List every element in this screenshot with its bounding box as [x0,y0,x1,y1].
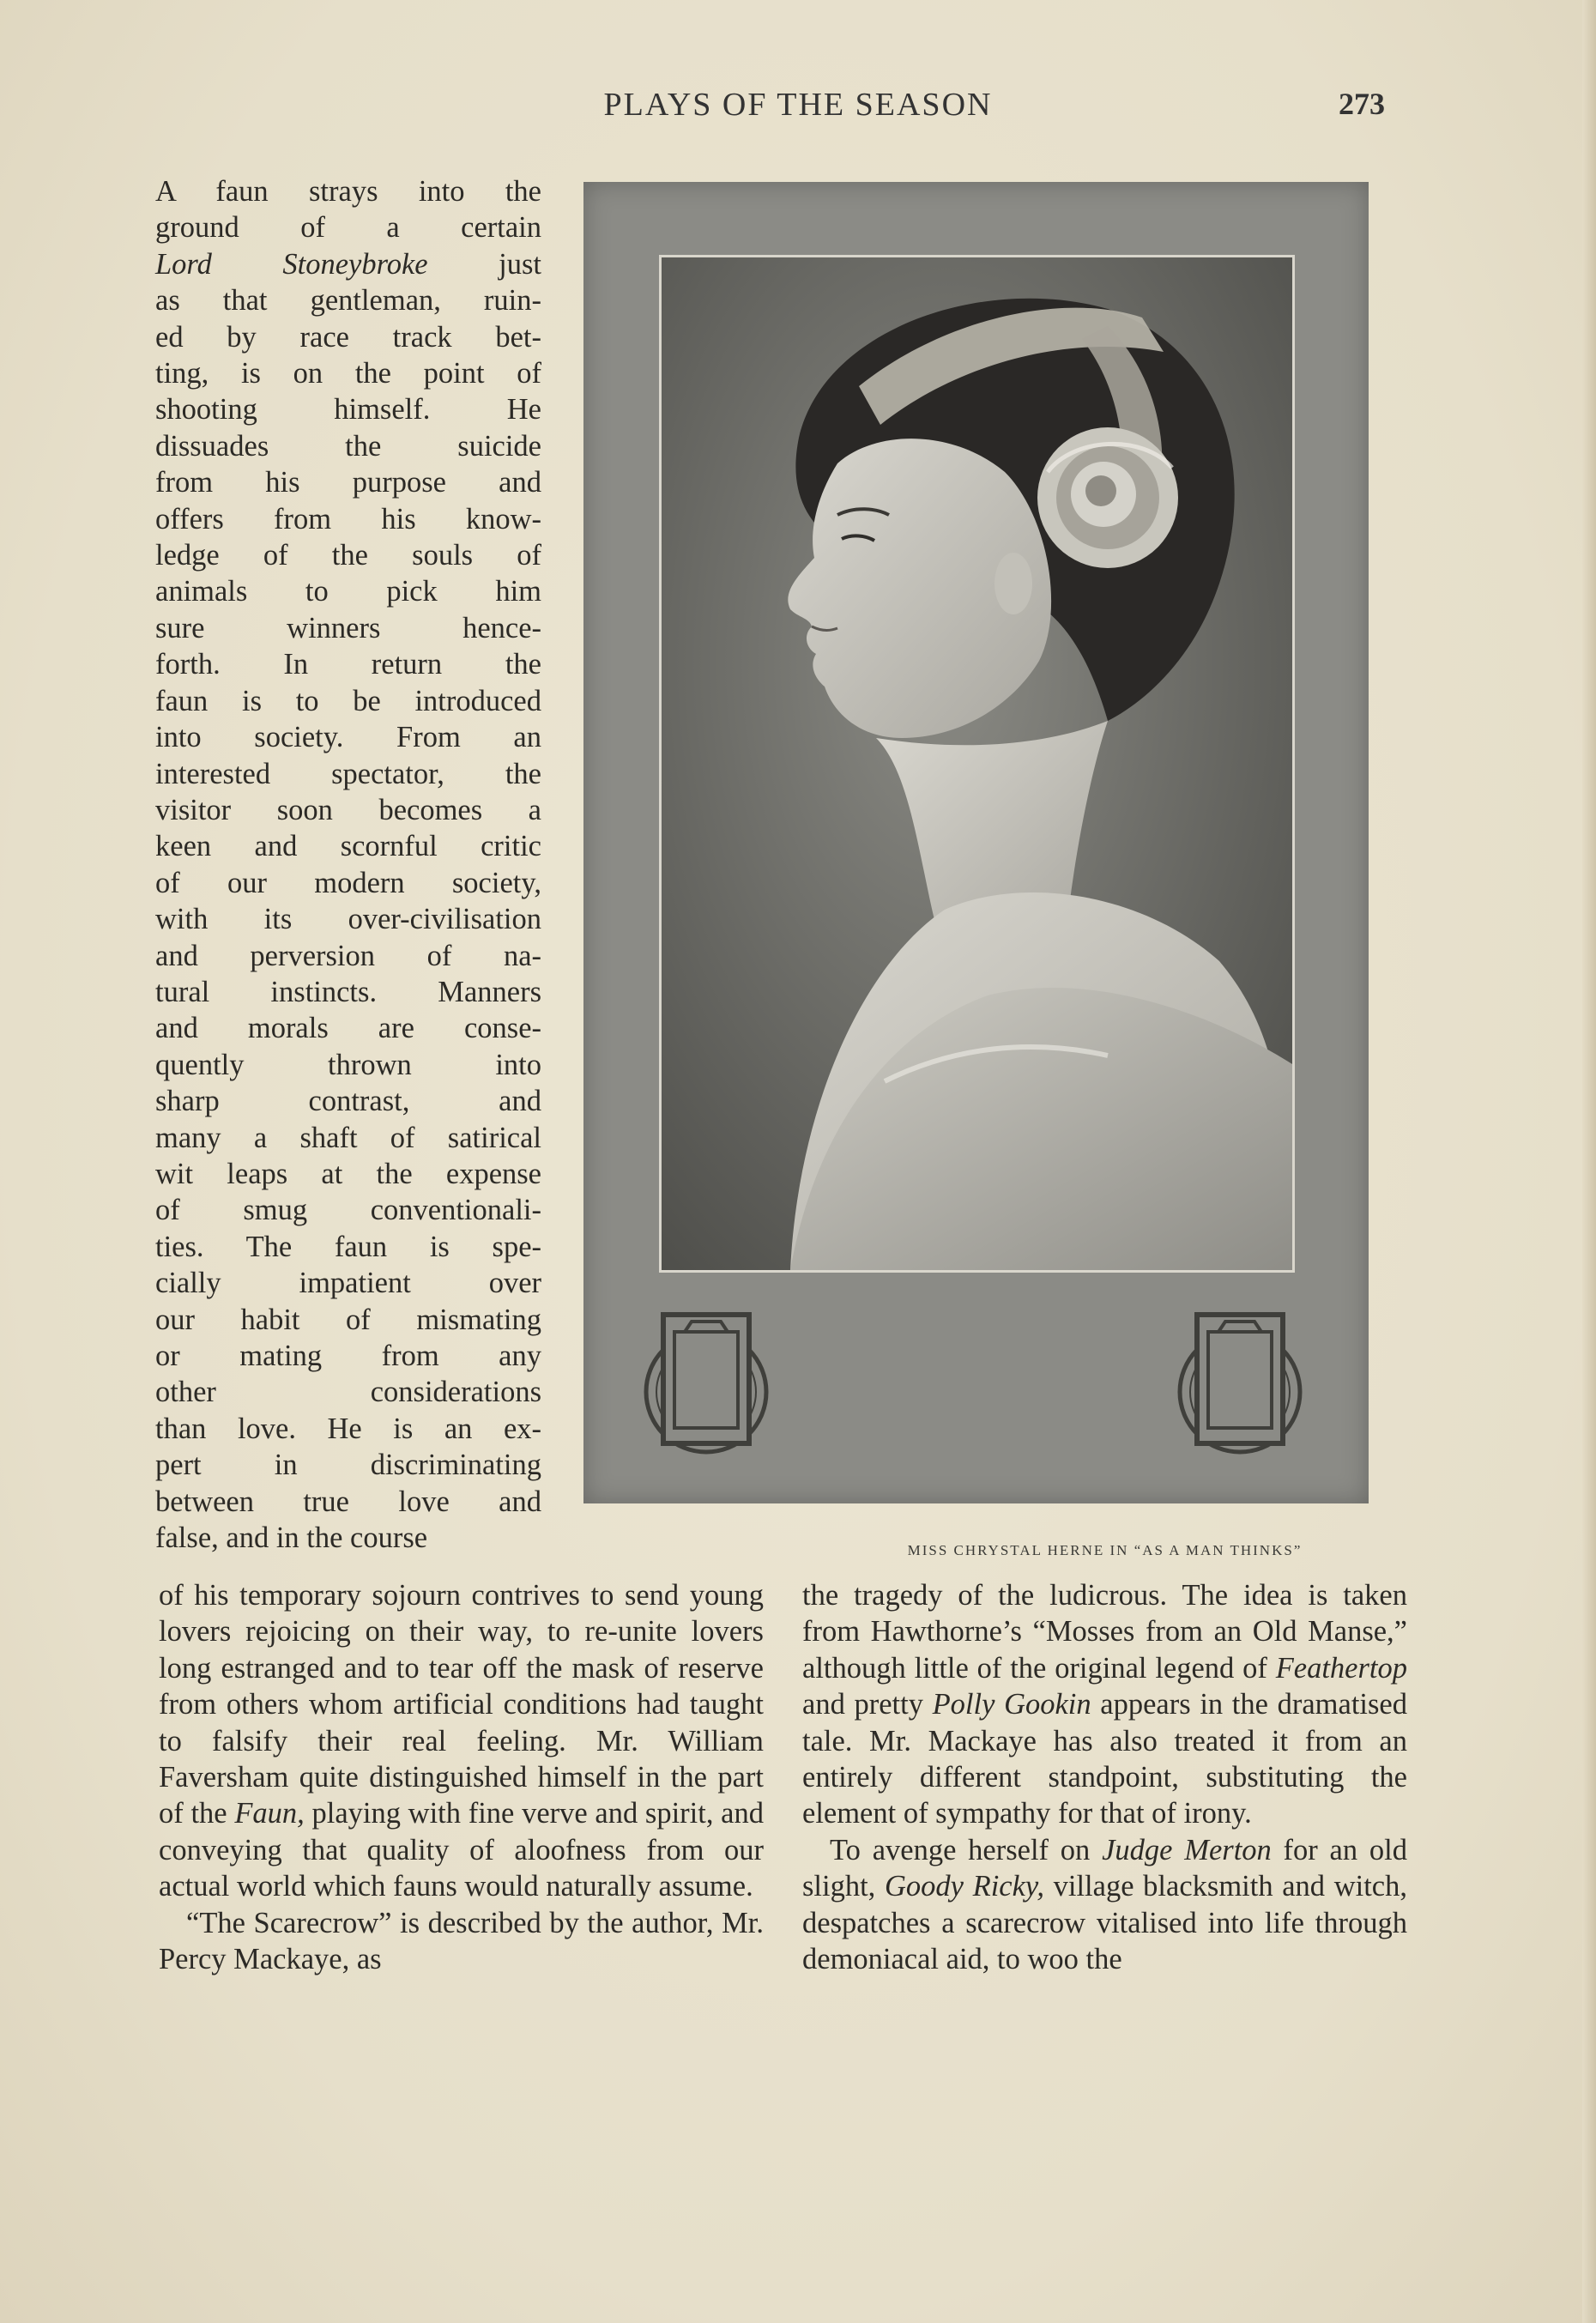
narrow-text-line: quently thrown into [155,1048,541,1081]
text-run: of his temporary sojourn contrives to send young lovers rejoicing on their way, to re-unite lovers long estranged and to tear off the mask of reserve from others whom artificial conditions had taught to falsify their real feeling. Mr. William Faversham quite distinguished himself in the part of the [159,1579,764,1830]
text-run: and pretty [802,1688,933,1721]
narrow-text-line: cially impatient over [155,1267,541,1300]
narrow-text-line: and morals are conse- [155,1012,541,1045]
narrow-text-line: offers from his know- [155,502,541,535]
photo-caption: MISS CHRYSTAL HERNE IN “AS A MAN THINKS” [907,1542,1303,1558]
text-run: “The Scarecrow” is described by the author, Mr. Percy Mackaye, as [159,1906,764,1976]
narrow-text-line: faun is to be introduced [155,684,541,717]
narrow-text-line: interested spectator, the [155,757,541,790]
narrow-text-line: ledge of the souls of [155,539,541,572]
text-run: village blacksmith and witch, despatches a scarecrow vitalised into life through demoniacal aid, to woo the [802,1870,1407,1976]
text-run: appears in the dramatised tale. Mr. Mackaye has also treated it from an entirely different standpoint, substituting the element of sympathy for that of irony. [802,1688,1407,1830]
narrow-text-line: sharp contrast, and [155,1085,541,1118]
narrow-text-line: our habit of mismating [155,1303,541,1336]
page-edge [1582,0,1596,2323]
narrow-text-line: ties. The faun is spe- [155,1230,541,1263]
narrow-text-line [155,246,541,282]
narrow-text-line: as that gentleman, ruin- [155,284,541,318]
text-run: To avenge herself on [830,1833,1103,1866]
right-column [802,1577,1407,1977]
narrow-text-line: tural instincts. Manners [155,975,541,1008]
narrow-text-column [155,173,541,1556]
italic-term: Judge Merton [1102,1833,1272,1866]
narrow-text-line: false, and in the course [155,1521,428,1555]
paragraph-avenge [802,1832,1407,1978]
text-run: for an old slight, [802,1833,1407,1903]
paragraph-tragedy [802,1577,1407,1832]
narrow-text-line: ed by race track bet- [155,320,541,354]
narrow-text-line: pert in discriminating [155,1449,541,1482]
narrow-text-line: between true love and [155,1485,541,1518]
narrow-text-line: into society. From an [155,721,541,754]
narrow-text-line: than love. He is an ex- [155,1412,541,1445]
photo-frame [659,255,1295,1273]
narrow-text-line: A faun strays into the [155,175,541,208]
narrow-text-line: wit leaps at the expense [155,1157,541,1190]
narrow-text-line: keen and scornful critic [155,830,541,863]
portrait-photograph [662,257,1292,1270]
narrow-text-line: visitor soon becomes a [155,793,541,826]
narrow-text-line: other considerations [155,1376,541,1409]
running-head [0,86,1596,129]
italic-term: Polly Gookin [932,1688,1091,1721]
corner-ornament-right [1176,1298,1304,1461]
italic-term: Feathertop [1275,1651,1407,1685]
narrow-text-line: dissuades the suicide [155,429,541,463]
text-run: playing with fine verve and spirit, and conveying that quality of aloofness from our actual world which fauns would naturally assume. [159,1797,764,1903]
italic-term: Lord Stoneybroke [155,247,428,281]
corner-ornament-left [642,1298,771,1461]
narrow-text-line: ground of a certain [155,211,541,245]
photo-plate [583,182,1369,1503]
text-run: just [427,247,541,281]
narrow-text-line: with its over-civilisation [155,903,541,936]
narrow-text-line: animals to pick him [155,575,541,608]
narrow-text-line: ting, is on the point of [155,357,541,390]
text-run: the tragedy of the ludicrous. The idea is taken from Hawthorne’s “Mosses from an Old Manse,” although little of the original legend of [802,1579,1407,1685]
page-number: 273 [1339,87,1385,121]
running-title: PLAYS OF THE SEASON [603,87,993,123]
narrow-text-line: and perversion of na- [155,939,541,972]
narrow-text-line: of smug conventionali- [155,1194,541,1227]
italic-term: Goody Ricky, [884,1870,1044,1903]
narrow-text-line: sure winners hence- [155,611,541,644]
left-column [159,1577,764,1977]
narrow-text-line: or mating from any [155,1340,541,1372]
narrow-text-line: of our modern society, [155,866,541,899]
italic-term: Faun, [234,1797,305,1830]
paragraph-scarecrow-intro [159,1905,764,1978]
narrow-text-line: many a shaft of satirical [155,1121,541,1154]
narrow-text-line: from his purpose and [155,466,541,499]
paragraph-faun-continued [159,1577,764,1905]
narrow-text-line: forth. In return the [155,648,541,681]
narrow-text-line: shooting himself. He [155,393,541,426]
